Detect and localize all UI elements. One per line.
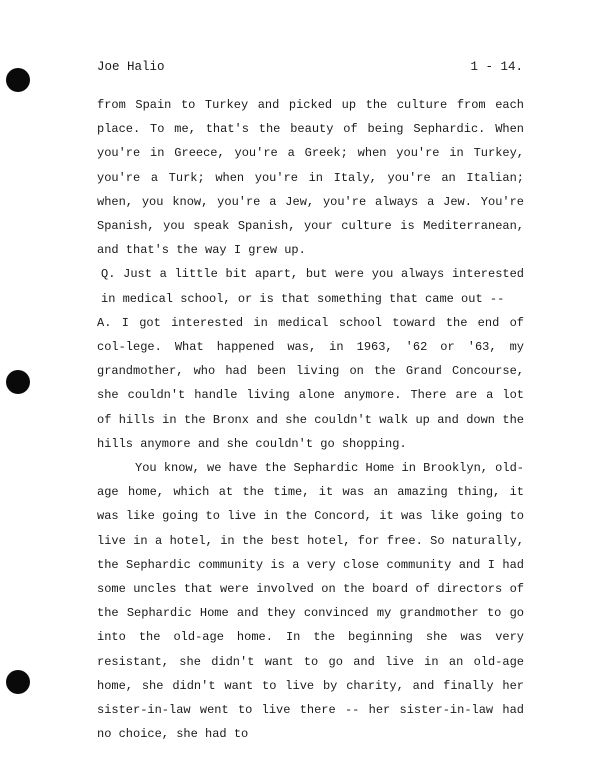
paragraph-continuation: from Spain to Turkey and picked up the culture from each place. To me, that's the beauty of being Sephardic. When you're in Greece, you're a Greek; when you're in Turkey, you're a Turk; when you're in Italy, you're an Italian; when, you know, you're a Jew, you're always a Jew. You're Spanish, you speak Spanish, your culture is Mediterranean, and that's the way I grew up. (97, 98, 524, 258)
paragraph-sephardic-home: You know, we have the Sephardic Home in Brooklyn, old-age home, which at the time, it was an amazing thing, it was like going to live in the Concord, it was like going to live in a hotel, in the best hotel, for free. So naturally, the Sephardic community is a very close community and I had some uncles that were involved on the board of directors of the Sephardic Home and they convinced my grandmother to go into the old-age home. In the beginning she was very resistant, she didn't want to go and live in an old-age home, she didn't want to live by charity, and finally her sister-in-law went to live there -- her sister-in-law had no choice, she had to (97, 461, 524, 742)
punch-hole-middle (6, 370, 30, 394)
page-number: 1 - 14. (470, 60, 523, 74)
page-header (97, 60, 523, 80)
paragraph-answer: A. I got interested in medical school toward the end of col-lege. What happened was, in 1963, '62 or '63, my grandmother, who had been living on the Grand Concourse, she couldn't handle living alone anymore. There are a lot of hills in the Bronx and she couldn't walk up and down the hills anymore and she couldn't go shopping. (97, 315, 524, 451)
punch-hole-top (6, 68, 30, 92)
interviewee-name: Joe Halio (97, 60, 165, 74)
paragraph-question: Q. Just a little bit apart, but were you always interested in medical school, or is that something that came out -- (101, 267, 524, 306)
transcript-body (97, 93, 524, 746)
punch-hole-bottom (6, 670, 30, 694)
